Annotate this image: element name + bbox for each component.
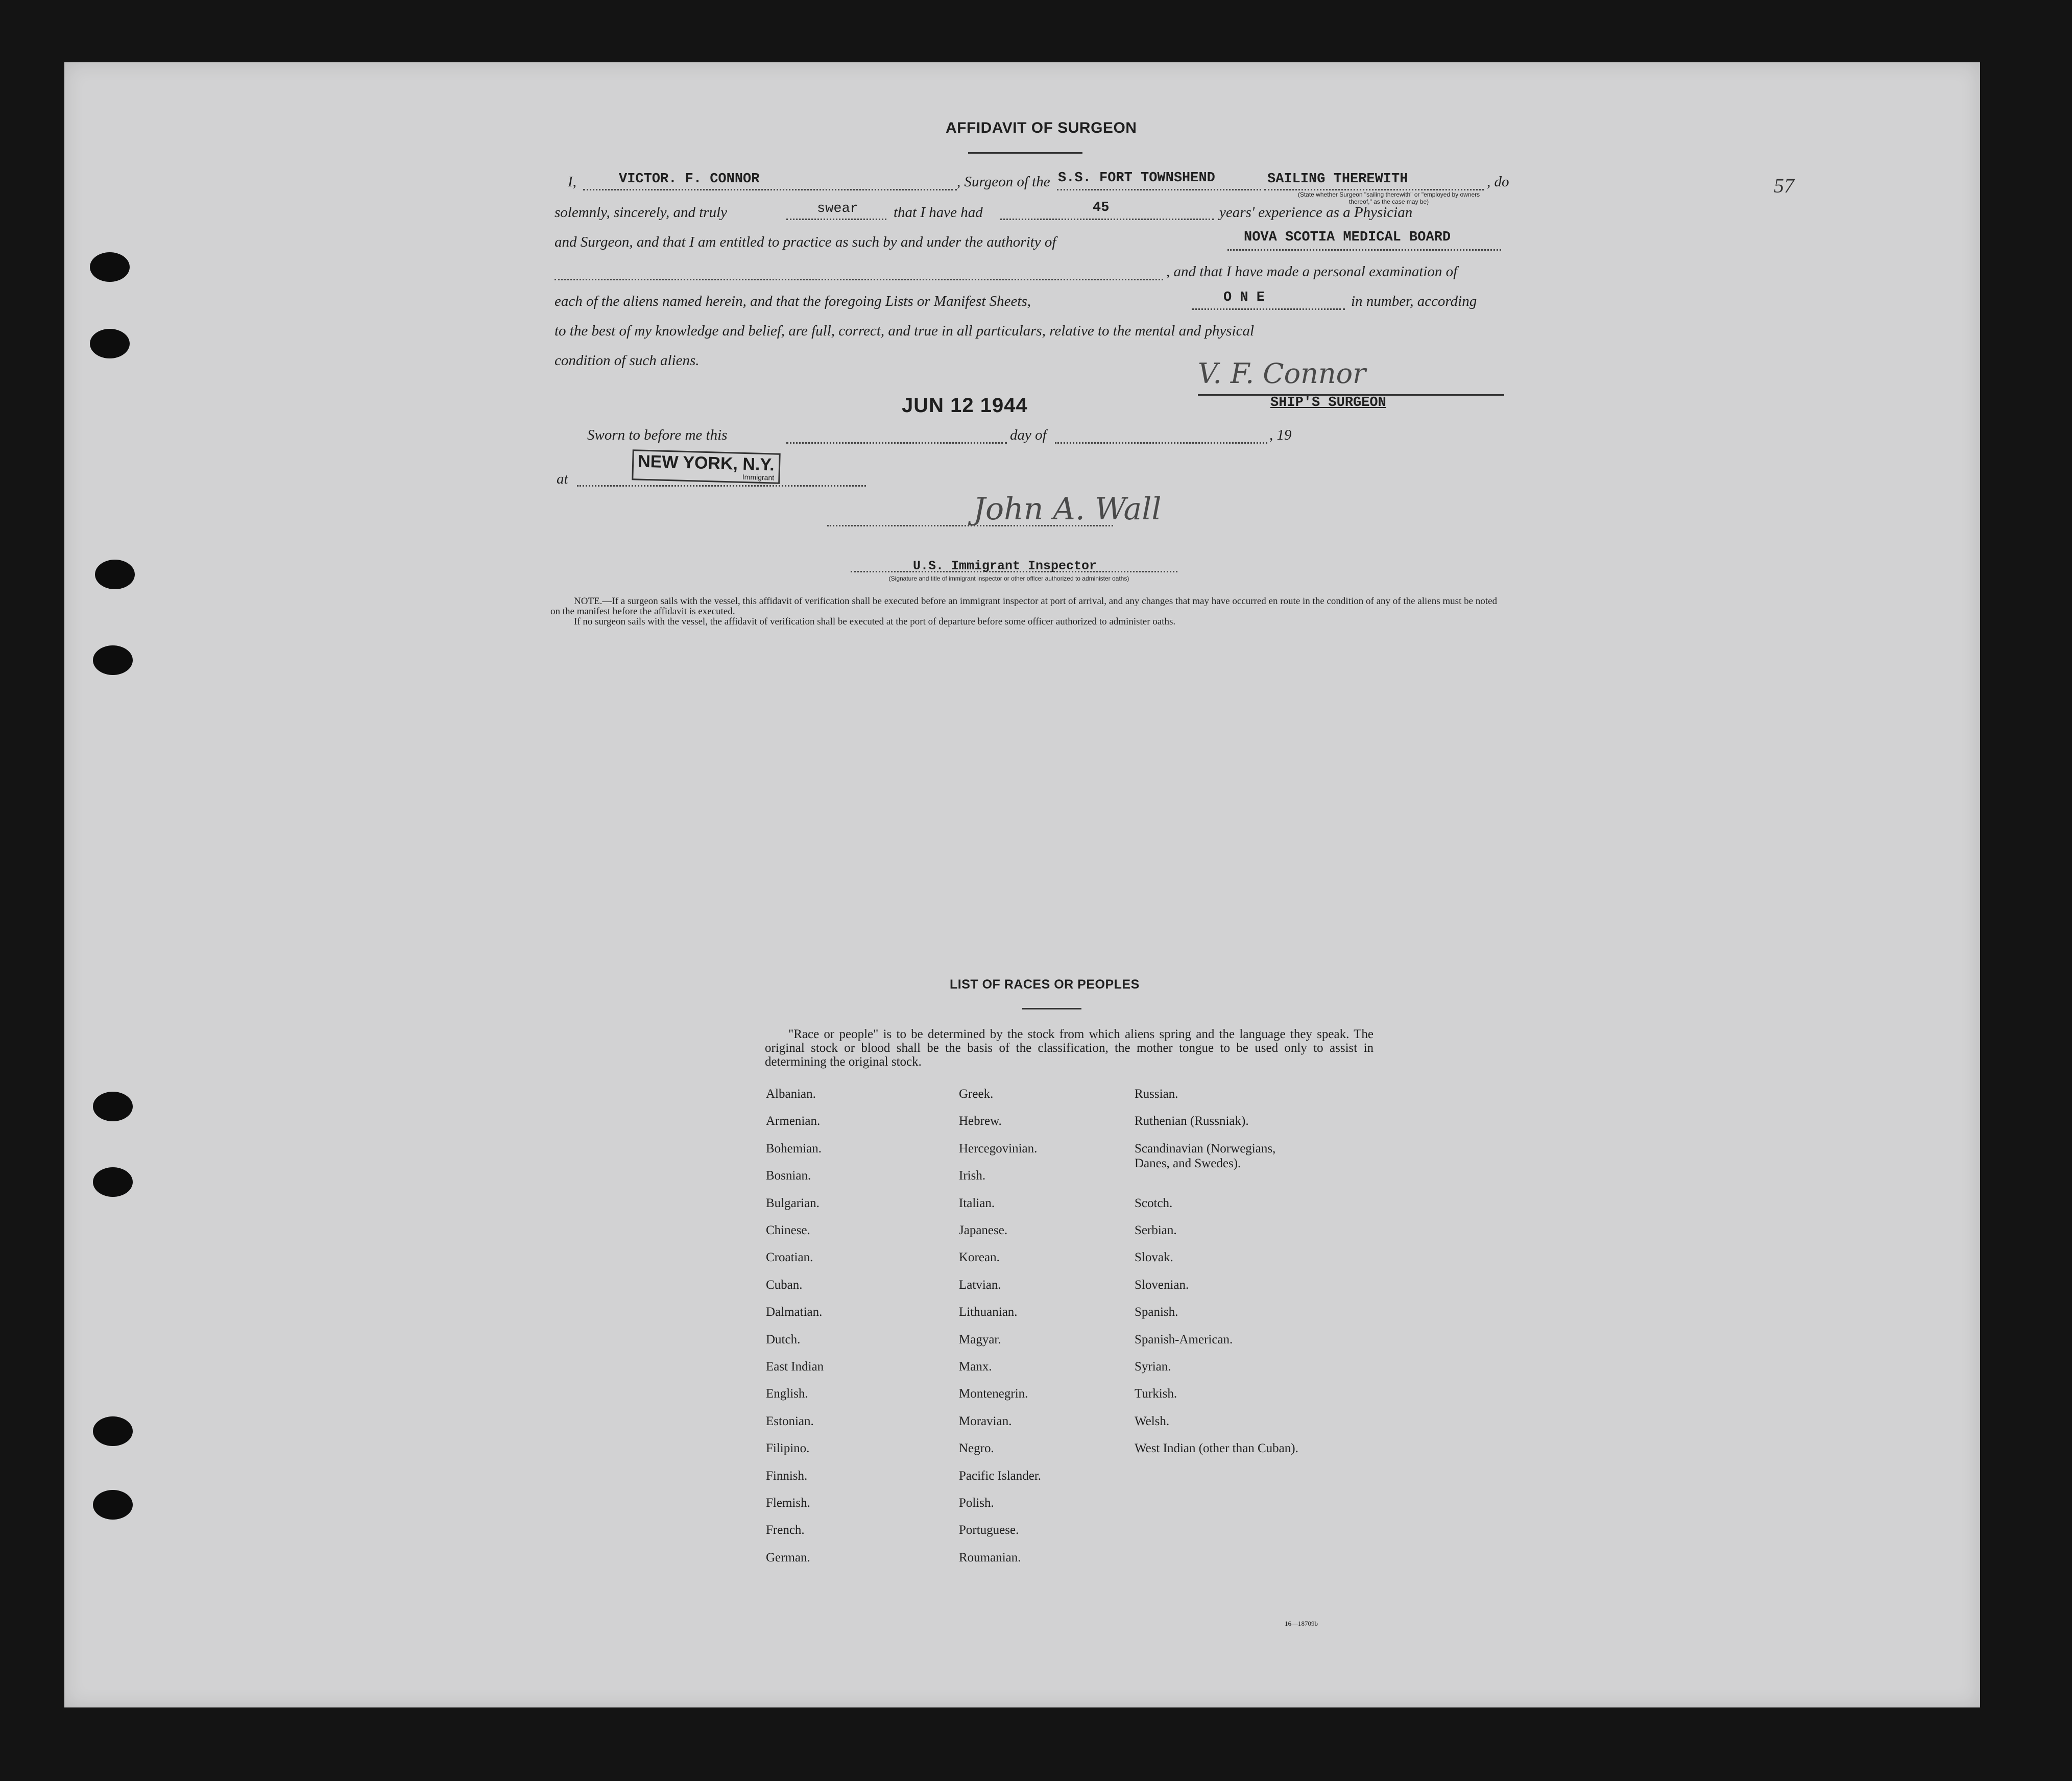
binder-hole: [93, 1416, 133, 1446]
race-item: Russian.: [1135, 1087, 1178, 1101]
race-item: Cuban.: [766, 1278, 803, 1292]
race-item: Magyar.: [959, 1332, 1001, 1346]
race-item: Dalmatian.: [766, 1305, 823, 1319]
race-item: Bulgarian.: [766, 1196, 820, 1210]
line7: condition of such aliens.: [555, 352, 700, 369]
sheets-count: O N E: [1223, 290, 1265, 305]
sailing-status: SAILING THEREWITH: [1267, 172, 1408, 187]
race-item: Finnish.: [766, 1469, 808, 1483]
race-item: Italian.: [959, 1196, 995, 1210]
races-rule: [1022, 1008, 1081, 1009]
document-sheet: [64, 62, 1980, 1707]
races-intro: "Race or people" is to be determined by the stock from which aliens spring and the language they speak. The original stock or blood shall be the basis of the classification, the mother tongue to be used only to assist in determining the original stock.: [765, 1027, 1374, 1069]
binder-hole: [93, 1490, 133, 1520]
title-rule: [968, 152, 1082, 154]
race-item: Spanish.: [1135, 1305, 1178, 1319]
race-item: German.: [766, 1550, 810, 1565]
race-item: Estonian.: [766, 1414, 814, 1428]
oath-word: swear: [817, 201, 859, 216]
form-number: 16—18709b: [1285, 1620, 1318, 1627]
race-item: Hercegovinian.: [959, 1141, 1038, 1156]
race-item: Scotch.: [1135, 1196, 1173, 1210]
line5-a: each of the aliens named herein, and that the foregoing Lists or Manifest Sheets,: [555, 293, 1031, 309]
inspector-signature: John A. Wall: [973, 491, 1162, 527]
at-label: at: [557, 471, 568, 487]
place-stamp-text: NEW YORK, N.Y.: [637, 451, 775, 475]
race-item: West Indian (other than Cuban).: [1135, 1441, 1298, 1456]
race-item: Hebrew.: [959, 1114, 1002, 1128]
i-label: I,: [568, 174, 576, 190]
line2-b: that I have had: [894, 204, 983, 221]
race-item: East Indian: [766, 1360, 824, 1374]
race-item: Serbian.: [1135, 1223, 1177, 1237]
place-stamp: [632, 449, 780, 484]
sworn-a: Sworn to before me this: [587, 427, 728, 443]
line3-a: and Surgeon, and that I am entitled to practice as such by and under the authority of: [555, 234, 1056, 250]
margin-mark: 57: [1774, 174, 1794, 197]
race-item: Bohemian.: [766, 1141, 822, 1156]
race-item: Chinese.: [766, 1223, 810, 1237]
race-item: French.: [766, 1523, 805, 1537]
do-label: , do: [1487, 174, 1509, 190]
inspector-note: (Signature and title of immigrant inspector or other officer authorized to administer oaths): [888, 575, 1129, 582]
race-item: Moravian.: [959, 1414, 1012, 1428]
race-item: Pacific Islander.: [959, 1469, 1042, 1483]
races-title: LIST OF RACES OR PEOPLES: [950, 977, 1140, 992]
race-item: Negro.: [959, 1441, 994, 1456]
binder-hole: [90, 252, 130, 282]
race-item: Welsh.: [1135, 1414, 1170, 1428]
note-1: NOTE.—If a surgeon sails with the vessel, this affidavit of verification shall be executed before an immigrant inspector at port of arrival, and any changes that may have occurred en route in the condition of any of the aliens must be noted on the manifest before the affidavit is executed.: [550, 596, 1497, 617]
binder-hole: [93, 1092, 133, 1121]
note-2: If no surgeon sails with the vessel, the affidavit of verification shall be executed at the port of departure before some officer authorized to administer oaths.: [574, 616, 1176, 627]
vessel-name: S.S. FORT TOWNSHEND: [1058, 171, 1215, 186]
inspector-title: U.S. Immigrant Inspector: [913, 559, 1097, 573]
race-item: Filipino.: [766, 1441, 810, 1456]
race-item: Albanian.: [766, 1087, 816, 1101]
binder-hole: [93, 1167, 133, 1197]
race-item: Irish.: [959, 1169, 986, 1183]
affidavit-title: AFFIDAVIT OF SURGEON: [946, 119, 1137, 136]
race-item: Polish.: [959, 1496, 994, 1510]
race-item: Roumanian.: [959, 1550, 1021, 1565]
race-item: Armenian.: [766, 1114, 821, 1128]
race-item: Dutch.: [766, 1332, 801, 1346]
race-item: English.: [766, 1387, 808, 1401]
line6: to the best of my knowledge and belief, are full, correct, and true in all particulars, relative to the mental and physical: [555, 323, 1255, 339]
race-item: Ruthenian (Russniak).: [1135, 1114, 1249, 1128]
sailing-note: (State whether Surgeon "sailing therewith" or "employed by owners thereof," as the case may be): [1297, 191, 1480, 205]
race-item: Flemish.: [766, 1496, 810, 1510]
line2-a: solemnly, sincerely, and truly: [555, 204, 728, 221]
years-value: 45: [1093, 200, 1110, 215]
binder-hole: [93, 645, 133, 675]
race-item: Manx.: [959, 1360, 992, 1374]
line5-b: in number, according: [1351, 293, 1477, 309]
date-stamp: JUN 12 1944: [902, 394, 1028, 417]
race-item: Slovak.: [1135, 1250, 1173, 1265]
binder-hole: [90, 329, 130, 358]
race-item: Slovenian.: [1135, 1278, 1189, 1292]
sworn-b: day of: [1010, 427, 1047, 443]
race-item: Scandinavian (Norwegians, Danes, and Swedes).: [1135, 1141, 1276, 1170]
authority: NOVA SCOTIA MEDICAL BOARD: [1244, 230, 1451, 245]
race-item: Syrian.: [1135, 1360, 1171, 1374]
surgeon-title: SHIP'S SURGEON: [1270, 395, 1386, 411]
surgeon-signature: V. F. Connor: [1198, 357, 1366, 390]
race-item: Portuguese.: [959, 1523, 1019, 1537]
race-item: Latvian.: [959, 1278, 1001, 1292]
place-stamp-sub: Immigrant: [742, 472, 775, 482]
race-item: Turkish.: [1135, 1387, 1177, 1401]
binder-hole: [95, 560, 135, 589]
race-item: Bosnian.: [766, 1169, 811, 1183]
sworn-c: , 19: [1269, 427, 1292, 443]
race-item: Lithuanian.: [959, 1305, 1018, 1319]
race-item: Croatian.: [766, 1250, 813, 1265]
line2-c: years' experience as a Physician: [1219, 204, 1413, 221]
race-item: Greek.: [959, 1087, 994, 1101]
surgeon-name: VICTOR. F. CONNOR: [619, 172, 760, 187]
line4: , and that I have made a personal examination of: [1166, 263, 1458, 280]
surgeon-of-label: , Surgeon of the: [957, 174, 1050, 190]
race-item: Korean.: [959, 1250, 1000, 1265]
race-item: Montenegrin.: [959, 1387, 1028, 1401]
race-item: Spanish-American.: [1135, 1332, 1233, 1346]
race-item: Japanese.: [959, 1223, 1008, 1237]
